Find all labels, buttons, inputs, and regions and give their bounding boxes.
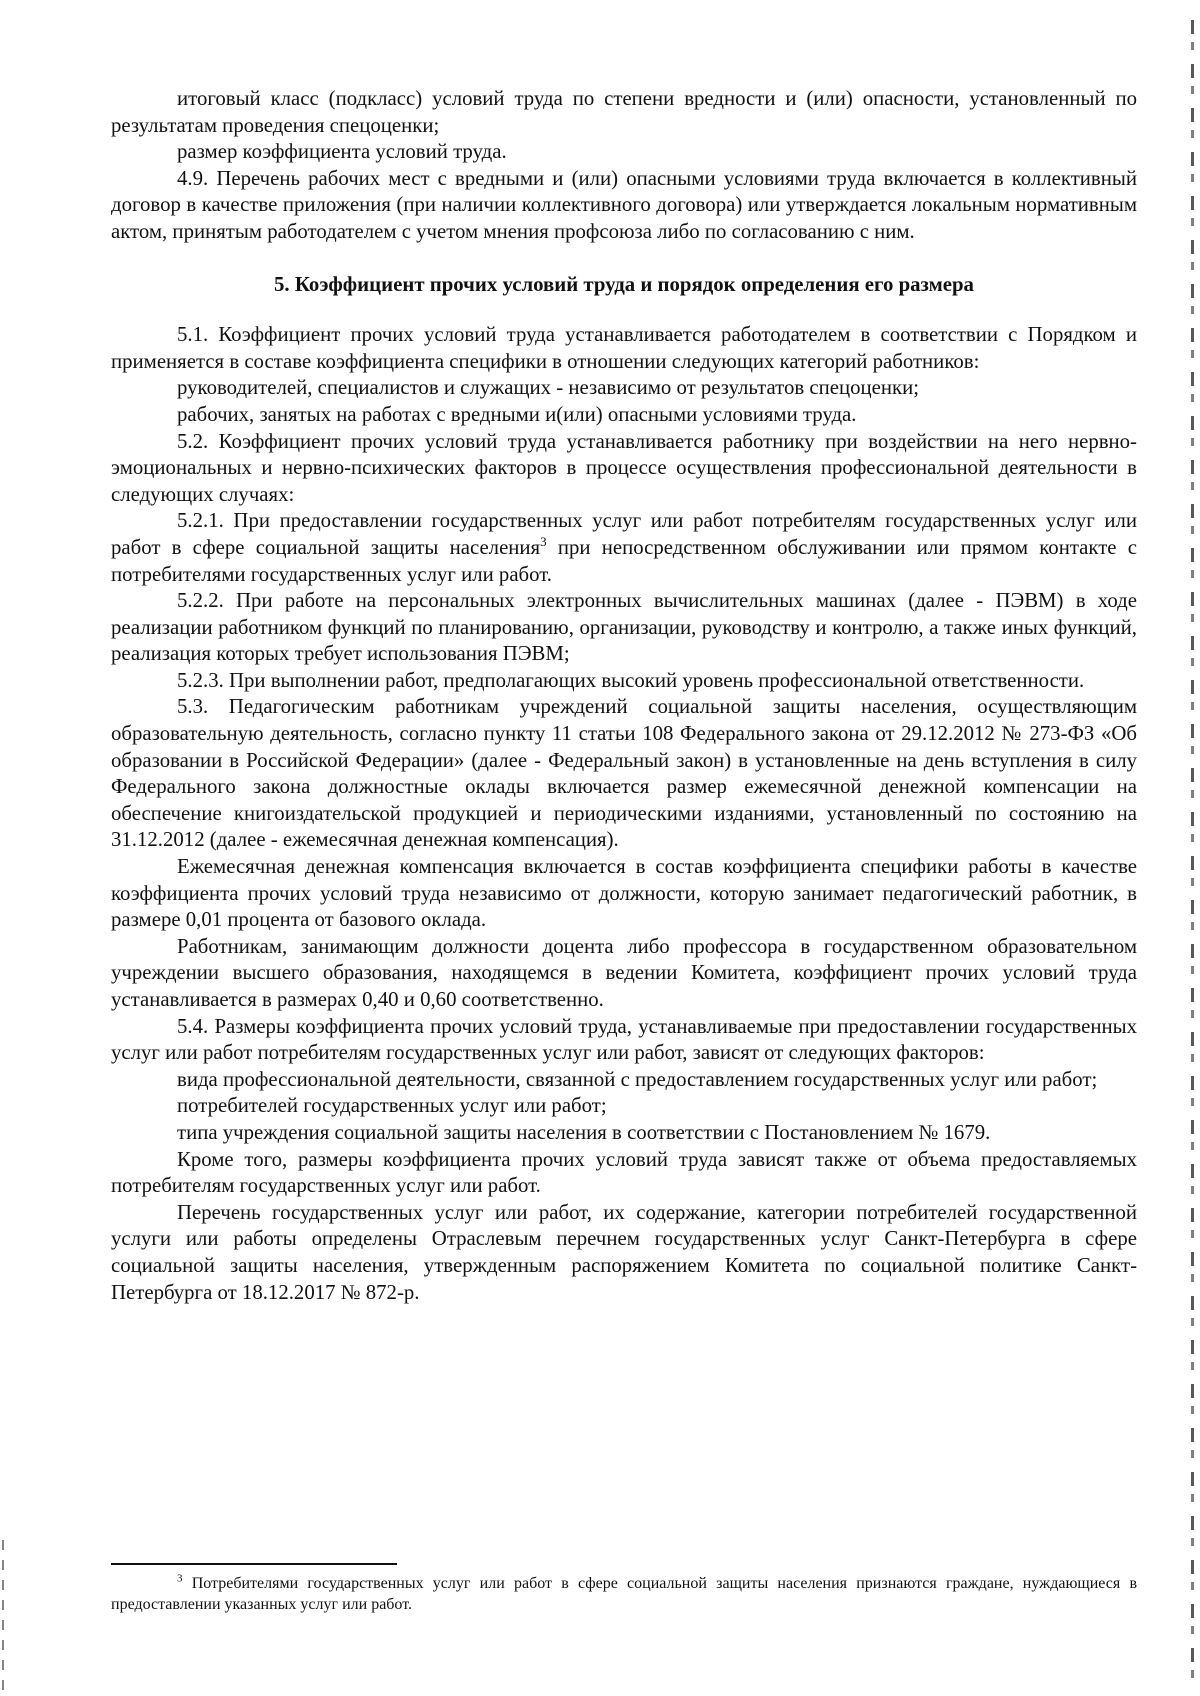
paragraph: типа учреждения социальной защиты населения в соответствии с Постановлением № 1679.	[177, 1120, 991, 1144]
paragraph: 4.9. Перечень рабочих мест с вредными и (или) опасными условиями труда включается в коллективный договор в качестве приложения (при наличии коллективного договора) или утверждается локальным нормативным актом, принятым работодателем с учетом мнения профсоюза либо по согласованию с ним.	[111, 166, 1137, 243]
scan-edge-artifact	[1191, 20, 1194, 1690]
footnote-text: Потребителями государственных услуг или работ в сфере социальной защиты населения признаются граждане, нуждающиеся в предоставлении указанных услуг или работ.	[111, 1575, 1137, 1613]
paragraph: руководителей, специалистов и служащих - независимо от результатов спецоценки;	[177, 376, 920, 400]
footnote-marker: 3	[177, 1572, 183, 1585]
paragraph: вида профессиональной деятельности, связанной с предоставлением государственных услуг или работ;	[177, 1067, 1098, 1091]
paragraph: 5.2.2. При работе на персональных электронных вычислительных машинах (далее - ПЭВМ) в ходе реализации работником функций по планированию, организации, руководству и контролю, а также иных функций, реализация которых требует использования ПЭВМ;	[111, 589, 1137, 666]
scan-edge-artifact-left	[2, 1540, 4, 1690]
paragraph: итоговый класс (подкласс) условий труда по степени вредности и (или) опасности, установленный по результатам проведения спецоценки;	[111, 87, 1137, 137]
paragraph: 5.2.3. При выполнении работ, предполагающих высокий уровень профессиональной ответственности.	[177, 668, 1085, 692]
paragraph: Ежемесячная денежная компенсация включается в состав коэффициента специфики работы в качестве коэффициента прочих условий труда независимо от должности, которую занимает педагогический работник, в размере 0,01 процента от базового оклада.	[111, 855, 1137, 932]
paragraph-with-footnote	[111, 508, 1137, 588]
paragraph: Работникам, занимающим должности доцента либо профессора в государственном образовательном учреждении высшего образования, находящемся в ведении Комитета, коэффициент прочих условий труда устанавливается в размерах 0,40 и 0,60 соответственно.	[111, 934, 1137, 1011]
paragraph: 5.4. Размеры коэффициента прочих условий труда, устанавливаемые при предоставлении государственных услуг или работ потребителям государственных услуг или работ, зависят от следующих факторов:	[111, 1014, 1137, 1065]
document-body	[111, 86, 1137, 1306]
footnote-divider	[111, 1563, 397, 1565]
paragraph: Перечень государственных услуг или работ, их содержание, категории потребителей государственной услуги или работы определены Отраслевым перечнем государственных услуг Санкт-Петербурга в сфере социальной защиты населения, утвержденным распоряжением Комитета по социальной политике Санкт-Петербурга от 18.12.2017 № 872-р.	[111, 1200, 1137, 1304]
paragraph: Кроме того, размеры коэффициента прочих условий труда зависят также от объема предоставляемых потребителям государственных услуг или работ.	[111, 1147, 1137, 1198]
paragraph: 5.3. Педагогическим работникам учреждений социальной защиты населения, осуществляющим образовательную деятельность, согласно пункту 11 статьи 108 Федерального закона от 29.12.2012 № 273-ФЗ «Об образовании в Российской Федерации» (далее - Федеральный закон) в установленные на день вступления в силу Федерального закона должностные оклады включается размер ежемесячной денежной компенсации на обеспечение книгоиздательской продукцией и периодическими изданиями, установленный по состоянию на 31.12.2012 (далее - ежемесячная денежная компенсация).	[111, 695, 1137, 852]
paragraph: потребителей государственных услуг или работ;	[177, 1094, 607, 1118]
footnote	[111, 1573, 1137, 1615]
footnote-reference[interactable]: 3	[540, 533, 547, 549]
paragraph: 5.2. Коэффициент прочих условий труда устанавливается работнику при воздействии на него нервно-эмоциональных и нервно-психических факторов в процессе осуществления профессиональной деятельности в следующих случаях:	[111, 429, 1137, 506]
paragraph: рабочих, занятых на работах с вредными и(или) опасными условиями труда.	[177, 402, 857, 426]
paragraph: размер коэффициента условий труда.	[177, 140, 507, 164]
paragraph-text: 5.2.1. При предоставлении государственных услуг или работ потребителям государственных услуг или работ в сфере социальной защиты населения	[111, 509, 1137, 559]
paragraph-text: при непосредственном обслуживании или прямом контакте с потребителями государственных услуг или работ.	[111, 535, 1137, 586]
section-heading: 5. Коэффициент прочих условий труда и порядок определения его размера	[274, 272, 974, 296]
paragraph: 5.1. Коэффициент прочих условий труда устанавливается работодателем в соответствии с Порядком и применяется в составе коэффициента специфики в отношении следующих категорий работников:	[111, 323, 1137, 373]
